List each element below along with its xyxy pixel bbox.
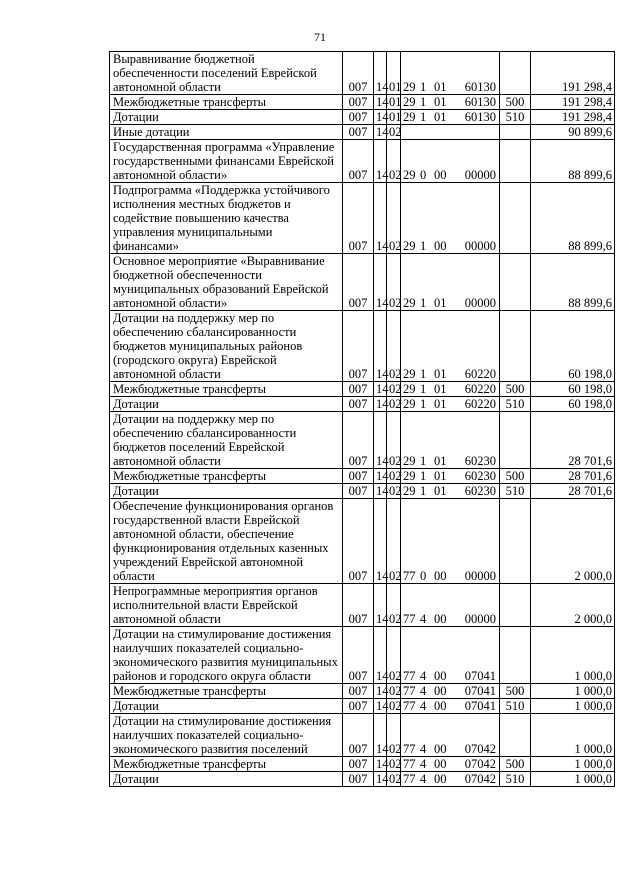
- table-row: [110, 95, 615, 110]
- target-article-part: 60230: [464, 454, 496, 468]
- target-article-part: 77: [403, 699, 416, 713]
- amount-cell: 191 298,4: [531, 52, 615, 95]
- target-article-part: 4: [420, 757, 427, 771]
- target-article-part: 01: [434, 367, 447, 381]
- section-code-cell: 14: [374, 714, 387, 757]
- row-name-cell: Дотации на поддержку мер по обеспечению сбалансированности бюджетов поселений Еврейской автономной области: [110, 412, 343, 469]
- expense-type-cell: 510: [500, 484, 531, 499]
- subsection-code-cell: 01: [387, 110, 401, 125]
- subsection-code-cell: 02: [387, 469, 401, 484]
- expense-type-cell: [500, 140, 531, 183]
- target-article-part: 60230: [464, 469, 496, 483]
- table-row: [110, 772, 615, 787]
- target-article-part: 29: [403, 382, 416, 396]
- section-code-cell: 14: [374, 183, 387, 254]
- target-article-part: 29: [403, 110, 416, 124]
- expense-type-cell: 500: [500, 469, 531, 484]
- amount-cell: 60 198,0: [531, 311, 615, 382]
- target-article-part: 00: [434, 239, 447, 253]
- row-name-cell: Обеспечение функционирования органов государственной власти Еврейской автономной области, обеспечение функционирования отдельных казенных учреждений Еврейской автономной области: [110, 499, 343, 584]
- amount-cell: 191 298,4: [531, 110, 615, 125]
- row-name-cell: Государственная программа «Управление государственными финансами Еврейской автономной области»: [110, 140, 343, 183]
- expense-type-cell: 510: [500, 772, 531, 787]
- target-article-part: 60220: [464, 382, 496, 396]
- target-article-part: 4: [420, 772, 427, 786]
- target-article-part: 29: [403, 397, 416, 411]
- ministry-code-cell: 007: [343, 684, 374, 699]
- table-row: [110, 714, 615, 757]
- target-article-part: 60130: [464, 95, 496, 109]
- target-article-cell: [401, 110, 500, 125]
- target-article-part: 77: [403, 612, 416, 626]
- amount-cell: 1 000,0: [531, 627, 615, 684]
- target-article-part: 1: [420, 382, 427, 396]
- table-row: [110, 627, 615, 684]
- target-article-cell: [401, 714, 500, 757]
- ministry-code-cell: 007: [343, 183, 374, 254]
- amount-cell: 1 000,0: [531, 772, 615, 787]
- target-article-part: 77: [403, 684, 416, 698]
- target-article-part: 29: [403, 95, 416, 109]
- expense-type-cell: 500: [500, 684, 531, 699]
- amount-cell: 2 000,0: [531, 584, 615, 627]
- target-article-part: 00000: [464, 569, 496, 583]
- ministry-code-cell: 007: [343, 499, 374, 584]
- row-name-cell: Дотации: [110, 772, 343, 787]
- subsection-code-cell: 02: [387, 699, 401, 714]
- target-article-part: 1: [420, 95, 427, 109]
- expense-type-cell: [500, 183, 531, 254]
- row-name-cell: Подпрограмма «Поддержка устойчивого исполнения местных бюджетов и содействие повышению качества управления муниципальными финансами»: [110, 183, 343, 254]
- expense-type-cell: 510: [500, 110, 531, 125]
- target-article-part: 4: [420, 684, 427, 698]
- ministry-code-cell: 007: [343, 412, 374, 469]
- amount-cell: 28 701,6: [531, 484, 615, 499]
- target-article-part: 1: [420, 469, 427, 483]
- ministry-code-cell: 007: [343, 484, 374, 499]
- amount-cell: 90 899,6: [531, 125, 615, 140]
- subsection-code-cell: 02: [387, 125, 401, 140]
- ministry-code-cell: 007: [343, 140, 374, 183]
- target-article-part: 4: [420, 612, 427, 626]
- section-code-cell: 14: [374, 52, 387, 95]
- amount-cell: 2 000,0: [531, 499, 615, 584]
- row-name-cell: Выравнивание бюджетной обеспеченности поселений Еврейской автономной области: [110, 52, 343, 95]
- target-article-part: 29: [403, 469, 416, 483]
- section-code-cell: 14: [374, 699, 387, 714]
- target-article-part: 4: [420, 742, 427, 756]
- row-name-cell: Дотации: [110, 699, 343, 714]
- row-name-cell: Межбюджетные трансферты: [110, 469, 343, 484]
- target-article-part: 01: [434, 454, 447, 468]
- target-article-part: 00: [434, 612, 447, 626]
- subsection-code-cell: 02: [387, 499, 401, 584]
- target-article-part: 29: [403, 454, 416, 468]
- target-article-cell: [401, 311, 500, 382]
- table-row: [110, 684, 615, 699]
- target-article-cell: [401, 699, 500, 714]
- target-article-part: 60220: [464, 367, 496, 381]
- expense-type-cell: [500, 311, 531, 382]
- table-row: [110, 469, 615, 484]
- target-article-part: 01: [434, 296, 447, 310]
- target-article-part: 00: [434, 168, 447, 182]
- section-code-cell: 14: [374, 311, 387, 382]
- target-article-cell: [401, 125, 500, 140]
- ministry-code-cell: 007: [343, 397, 374, 412]
- target-article-part: 1: [420, 484, 427, 498]
- expense-type-cell: 500: [500, 382, 531, 397]
- expense-type-cell: [500, 52, 531, 95]
- subsection-code-cell: 02: [387, 584, 401, 627]
- budget-table: [109, 51, 615, 787]
- target-article-part: 07042: [464, 772, 496, 786]
- ministry-code-cell: 007: [343, 95, 374, 110]
- subsection-code-cell: 02: [387, 397, 401, 412]
- ministry-code-cell: 007: [343, 254, 374, 311]
- target-article-part: 01: [434, 110, 447, 124]
- target-article-part: 29: [403, 239, 416, 253]
- target-article-part: 01: [434, 95, 447, 109]
- ministry-code-cell: 007: [343, 110, 374, 125]
- row-name-cell: Дотации на стимулирование достижения наилучших показателей социально-экономического развития поселений: [110, 714, 343, 757]
- row-name-cell: Дотации: [110, 397, 343, 412]
- amount-cell: 1 000,0: [531, 757, 615, 772]
- target-article-part: 60130: [464, 80, 496, 94]
- subsection-code-cell: 02: [387, 412, 401, 469]
- expense-type-cell: 510: [500, 699, 531, 714]
- amount-cell: 1 000,0: [531, 699, 615, 714]
- target-article-cell: [401, 254, 500, 311]
- section-code-cell: 14: [374, 412, 387, 469]
- ministry-code-cell: 007: [343, 311, 374, 382]
- subsection-code-cell: 02: [387, 254, 401, 311]
- expense-type-cell: 500: [500, 757, 531, 772]
- target-article-part: 77: [403, 742, 416, 756]
- target-article-part: 1: [420, 80, 427, 94]
- amount-cell: 1 000,0: [531, 684, 615, 699]
- amount-cell: 1 000,0: [531, 714, 615, 757]
- section-code-cell: 14: [374, 757, 387, 772]
- target-article-part: 77: [403, 569, 416, 583]
- ministry-code-cell: 007: [343, 714, 374, 757]
- row-name-cell: Межбюджетные трансферты: [110, 382, 343, 397]
- ministry-code-cell: 007: [343, 125, 374, 140]
- table-row: [110, 52, 615, 95]
- target-article-part: 60130: [464, 110, 496, 124]
- row-name-cell: Межбюджетные трансферты: [110, 684, 343, 699]
- target-article-part: 0: [420, 569, 427, 583]
- target-article-part: 77: [403, 669, 416, 683]
- amount-cell: 191 298,4: [531, 95, 615, 110]
- target-article-part: 00000: [464, 239, 496, 253]
- target-article-cell: [401, 684, 500, 699]
- section-code-cell: 14: [374, 397, 387, 412]
- target-article-part: 77: [403, 757, 416, 771]
- amount-cell: 88 899,6: [531, 140, 615, 183]
- table-row: [110, 484, 615, 499]
- table-row: [110, 397, 615, 412]
- target-article-part: 29: [403, 80, 416, 94]
- amount-cell: 60 198,0: [531, 397, 615, 412]
- expense-type-cell: [500, 499, 531, 584]
- target-article-part: 1: [420, 239, 427, 253]
- target-article-cell: [401, 95, 500, 110]
- section-code-cell: 14: [374, 684, 387, 699]
- table-row: [110, 382, 615, 397]
- target-article-cell: [401, 412, 500, 469]
- row-name-cell: Дотации на поддержку мер по обеспечению сбалансированности бюджетов муниципальных районов (городского округа) Еврейской автономной области: [110, 311, 343, 382]
- target-article-part: 07041: [464, 684, 496, 698]
- row-name-cell: Непрограммные мероприятия органов исполнительной власти Еврейской автономной области: [110, 584, 343, 627]
- ministry-code-cell: 007: [343, 382, 374, 397]
- subsection-code-cell: 01: [387, 52, 401, 95]
- expense-type-cell: [500, 584, 531, 627]
- target-article-part: 29: [403, 168, 416, 182]
- row-name-cell: Дотации на стимулирование достижения наилучших показателей социально-экономического развития муниципальных районов и городского округа области: [110, 627, 343, 684]
- table-row: [110, 110, 615, 125]
- expense-type-cell: 500: [500, 95, 531, 110]
- target-article-part: 01: [434, 484, 447, 498]
- amount-cell: 88 899,6: [531, 254, 615, 311]
- subsection-code-cell: 02: [387, 627, 401, 684]
- amount-cell: 28 701,6: [531, 412, 615, 469]
- subsection-code-cell: 02: [387, 757, 401, 772]
- target-article-part: 29: [403, 367, 416, 381]
- target-article-cell: [401, 499, 500, 584]
- ministry-code-cell: 007: [343, 584, 374, 627]
- subsection-code-cell: 02: [387, 183, 401, 254]
- target-article-part: 0: [420, 168, 427, 182]
- target-article-part: 1: [420, 296, 427, 310]
- table-row: [110, 125, 615, 140]
- expense-type-cell: 510: [500, 397, 531, 412]
- target-article-part: 00000: [464, 168, 496, 182]
- table-row: [110, 699, 615, 714]
- target-article-part: 00: [434, 757, 447, 771]
- target-article-part: 60220: [464, 397, 496, 411]
- section-code-cell: 14: [374, 584, 387, 627]
- target-article-cell: [401, 183, 500, 254]
- section-code-cell: 14: [374, 484, 387, 499]
- target-article-part: 00000: [464, 612, 496, 626]
- target-article-part: 00: [434, 669, 447, 683]
- subsection-code-cell: 02: [387, 484, 401, 499]
- table-row: [110, 584, 615, 627]
- target-article-cell: [401, 382, 500, 397]
- amount-cell: 88 899,6: [531, 183, 615, 254]
- subsection-code-cell: 02: [387, 684, 401, 699]
- target-article-cell: [401, 397, 500, 412]
- target-article-part: 01: [434, 382, 447, 396]
- table-row: [110, 311, 615, 382]
- table-row: [110, 412, 615, 469]
- table-row: [110, 757, 615, 772]
- section-code-cell: 14: [374, 499, 387, 584]
- subsection-code-cell: 02: [387, 140, 401, 183]
- target-article-cell: [401, 469, 500, 484]
- target-article-part: 60230: [464, 484, 496, 498]
- expense-type-cell: [500, 125, 531, 140]
- subsection-code-cell: 02: [387, 311, 401, 382]
- section-code-cell: 14: [374, 254, 387, 311]
- section-code-cell: 14: [374, 125, 387, 140]
- section-code-cell: 14: [374, 772, 387, 787]
- section-code-cell: 14: [374, 469, 387, 484]
- target-article-part: 1: [420, 454, 427, 468]
- section-code-cell: 14: [374, 140, 387, 183]
- target-article-cell: [401, 484, 500, 499]
- row-name-cell: Дотации: [110, 110, 343, 125]
- amount-cell: 60 198,0: [531, 382, 615, 397]
- target-article-part: 00: [434, 742, 447, 756]
- subsection-code-cell: 01: [387, 95, 401, 110]
- target-article-part: 07042: [464, 757, 496, 771]
- target-article-part: 1: [420, 110, 427, 124]
- target-article-part: 1: [420, 367, 427, 381]
- target-article-part: 07041: [464, 669, 496, 683]
- target-article-part: 4: [420, 669, 427, 683]
- table-body: [110, 52, 615, 787]
- target-article-cell: [401, 52, 500, 95]
- target-article-part: 07042: [464, 742, 496, 756]
- subsection-code-cell: 02: [387, 772, 401, 787]
- target-article-part: 00: [434, 772, 447, 786]
- target-article-part: 01: [434, 397, 447, 411]
- table-row: [110, 140, 615, 183]
- table-row: [110, 499, 615, 584]
- section-code-cell: 14: [374, 627, 387, 684]
- target-article-part: 07041: [464, 699, 496, 713]
- amount-cell: 28 701,6: [531, 469, 615, 484]
- row-name-cell: Дотации: [110, 484, 343, 499]
- ministry-code-cell: 007: [343, 52, 374, 95]
- section-code-cell: 14: [374, 110, 387, 125]
- expense-type-cell: [500, 627, 531, 684]
- ministry-code-cell: 007: [343, 627, 374, 684]
- table-row: [110, 254, 615, 311]
- target-article-part: 77: [403, 772, 416, 786]
- target-article-part: 29: [403, 296, 416, 310]
- row-name-cell: Иные дотации: [110, 125, 343, 140]
- target-article-part: 00: [434, 684, 447, 698]
- target-article-part: 00: [434, 699, 447, 713]
- row-name-cell: Межбюджетные трансферты: [110, 757, 343, 772]
- target-article-part: 4: [420, 699, 427, 713]
- row-name-cell: Основное мероприятие «Выравнивание бюджетной обеспеченности муниципальных образований Еврейской автономной области»: [110, 254, 343, 311]
- target-article-part: 29: [403, 484, 416, 498]
- ministry-code-cell: 007: [343, 469, 374, 484]
- ministry-code-cell: 007: [343, 772, 374, 787]
- expense-type-cell: [500, 254, 531, 311]
- target-article-cell: [401, 584, 500, 627]
- row-name-cell: Межбюджетные трансферты: [110, 95, 343, 110]
- subsection-code-cell: 02: [387, 714, 401, 757]
- table-row: [110, 183, 615, 254]
- target-article-cell: [401, 757, 500, 772]
- expense-type-cell: [500, 412, 531, 469]
- target-article-cell: [401, 772, 500, 787]
- ministry-code-cell: 007: [343, 757, 374, 772]
- section-code-cell: 14: [374, 382, 387, 397]
- expense-type-cell: [500, 714, 531, 757]
- page-number: 71: [314, 30, 326, 44]
- ministry-code-cell: 007: [343, 699, 374, 714]
- section-code-cell: 14: [374, 95, 387, 110]
- target-article-part: 1: [420, 397, 427, 411]
- target-article-part: 00000: [464, 296, 496, 310]
- target-article-part: 01: [434, 80, 447, 94]
- target-article-cell: [401, 627, 500, 684]
- target-article-cell: [401, 140, 500, 183]
- target-article-part: 01: [434, 469, 447, 483]
- subsection-code-cell: 02: [387, 382, 401, 397]
- target-article-part: 00: [434, 569, 447, 583]
